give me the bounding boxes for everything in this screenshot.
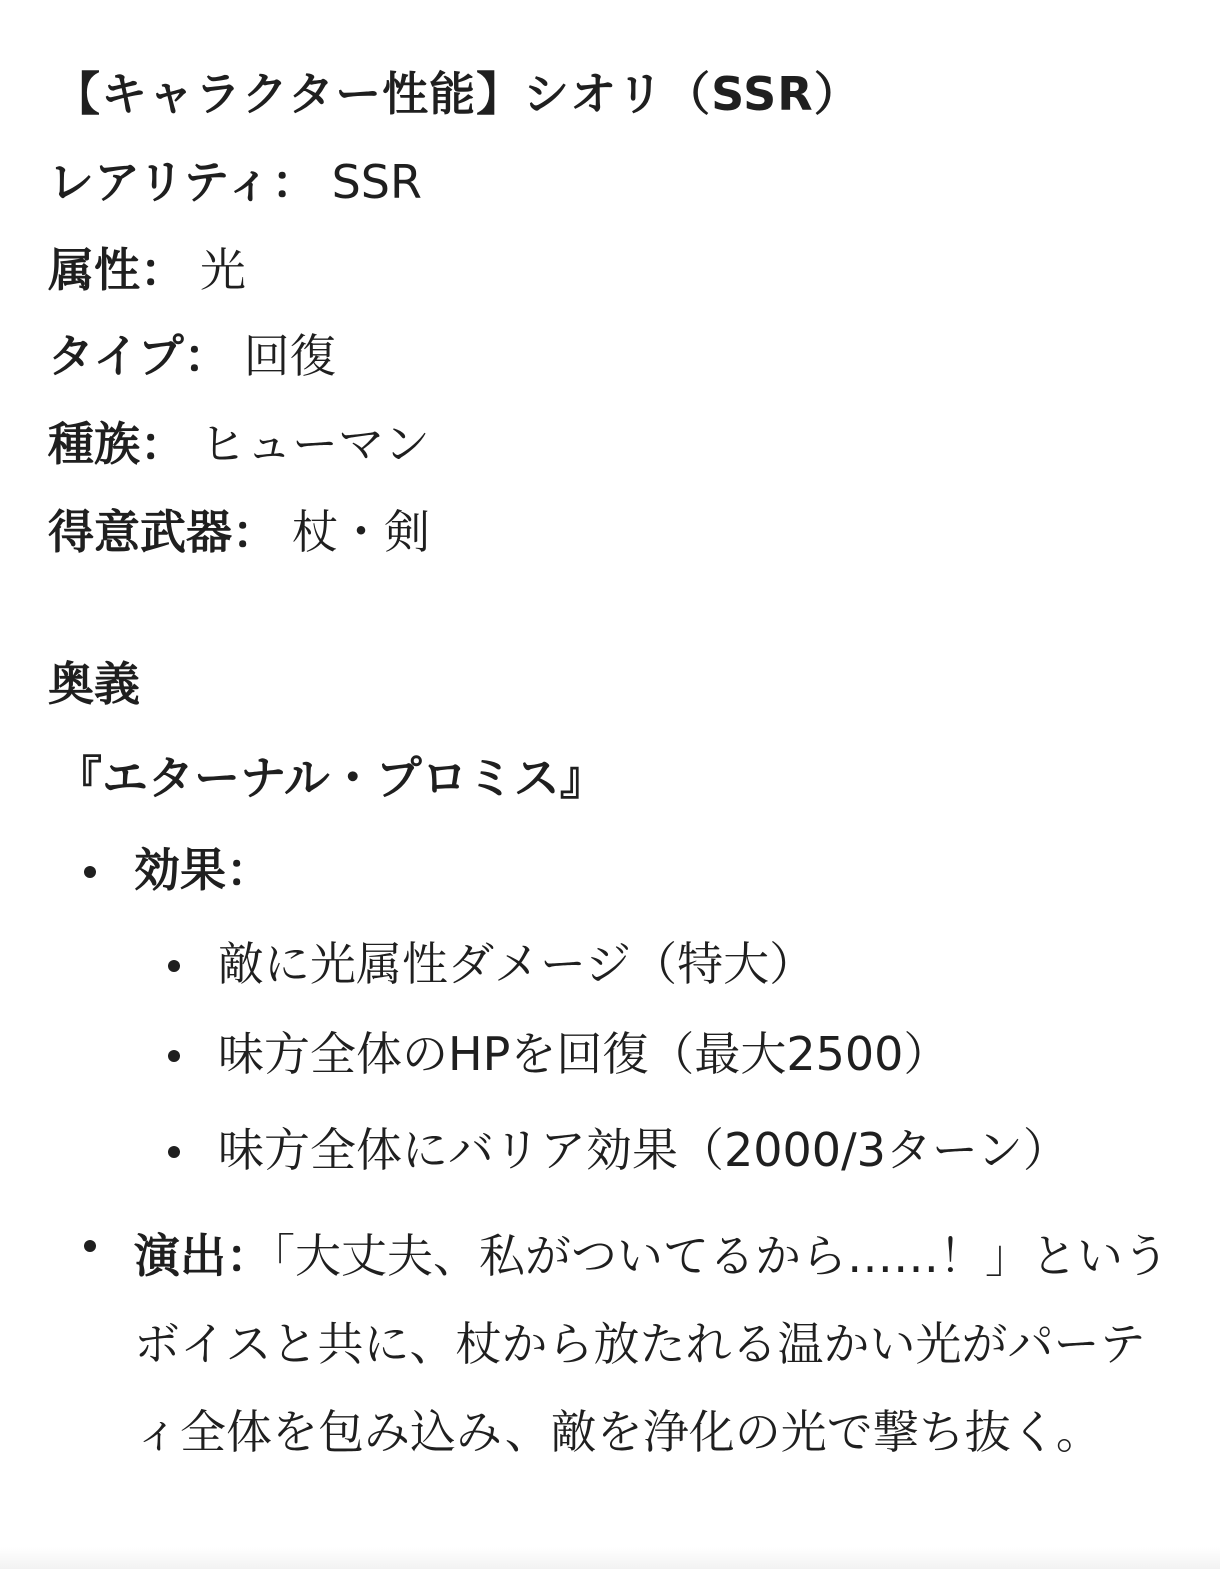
bullet-dot (168, 1146, 180, 1158)
bullet-dot (168, 1050, 180, 1062)
field-label: レアリティ： (48, 155, 318, 209)
field-attribute (48, 240, 246, 300)
field-value: 回復 (243, 329, 336, 383)
field-rarity (48, 152, 422, 212)
direction-text: 「大丈夫、私がついてるから……！」というボイスと共に、杖から放たれる温かい光がパーティ全体を包み込み、敵を浄化の光で撃ち抜く。 (134, 1229, 1169, 1459)
field-label: 属性： (48, 243, 186, 297)
field-value: ヒューマン (200, 417, 430, 471)
field-type (48, 326, 336, 386)
direction-label: 演出： (134, 1229, 272, 1283)
effect-item: 味方全体のHPを回復（最大2500） (218, 1027, 950, 1081)
effect-item: 敵に光属性ダメージ（特大） (218, 937, 816, 991)
field-label: 得意武器： (48, 505, 278, 559)
field-weapon (48, 502, 430, 562)
bottom-fade (0, 1547, 1220, 1569)
field-label: 種族： (48, 417, 186, 471)
bullet-dot (84, 866, 96, 878)
direction-paragraph (134, 1212, 1174, 1476)
bullet-dot (168, 960, 180, 972)
section-title: 奥義 (48, 657, 140, 711)
skill-name: 『エターナル・プロミス』 (56, 751, 606, 805)
field-label: タイプ： (48, 329, 230, 383)
effect-item: 味方全体にバリア効果（2000/3ターン） (218, 1123, 1069, 1177)
page-title: 【キャラクター性能】シオリ（SSR） (54, 67, 861, 121)
bullet-dot (84, 1240, 96, 1252)
field-race (48, 414, 430, 474)
field-value: 光 (200, 243, 246, 297)
effect-label: 効果： (134, 843, 272, 897)
field-value: SSR (331, 155, 422, 209)
field-value: 杖・剣 (292, 505, 430, 559)
